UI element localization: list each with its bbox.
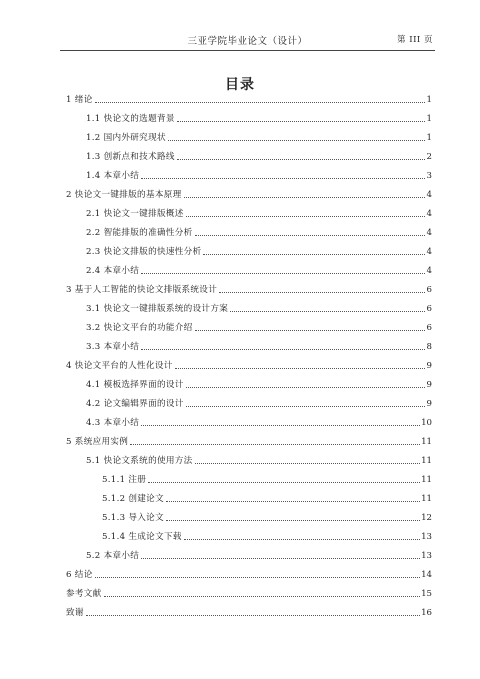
toc-entry-label: 2 快论文一键排版的基本原理 [66,190,182,200]
toc-entry[interactable] [102,472,432,486]
toc-leader-dots [104,595,420,597]
toc-entry-page: 15 [421,589,432,599]
toc-entry-page: 2 [426,152,432,162]
toc-entry-page: 9 [426,399,432,409]
toc-entry-label: 1.3 创新点和技术路线 [86,152,175,162]
toc-entry-page: 1 [426,133,432,143]
toc-entry-page: 11 [421,456,432,466]
toc-entry[interactable] [66,92,432,106]
toc-entry[interactable] [66,187,432,201]
toc-entry[interactable] [86,130,432,144]
toc-entry-page: 4 [426,209,432,219]
toc-leader-dots [95,576,420,578]
toc-leader-dots [141,424,420,426]
toc-entry-page: 10 [421,418,432,428]
toc-entry[interactable] [86,396,432,410]
toc-leader-dots [177,120,425,122]
header-page-number: 第 III 页 [397,35,433,45]
page-header [60,30,435,51]
header-title: 三亚学院毕业论文（设计） [187,36,308,47]
toc-entry[interactable] [86,339,432,353]
toc-entry-label: 1.2 国内外研究现状 [86,133,166,143]
toc-entry[interactable] [102,491,432,505]
toc-entry-label: 2.2 智能排版的准确性分析 [86,228,193,238]
toc-leader-dots [186,386,425,388]
toc-entry-label: 4 快论文平台的人性化设计 [66,361,173,371]
toc-leader-dots [195,234,425,236]
toc-entry[interactable] [86,149,432,163]
toc-leader-dots [141,177,425,179]
toc-entry-label: 3 基于人工智能的快论文排版系统设计 [66,285,218,295]
toc-entry-label: 5 系统应用实例 [66,437,129,447]
toc-leader-dots [141,557,420,559]
toc-entry[interactable] [66,586,432,600]
toc-entry-page: 4 [426,190,432,200]
toc-leader-dots [166,519,420,521]
toc-entry-page: 9 [426,361,432,371]
toc-entry-page: 11 [421,475,432,485]
toc-entry-label: 5.2 本章小结 [86,551,140,561]
toc-entry-page: 4 [426,266,432,276]
toc-entry-label: 5.1.2 创建论文 [102,494,164,504]
toc-entry-label: 3.3 本章小结 [86,342,140,352]
toc-entry-page: 6 [426,304,432,314]
toc-entry-label: 3.1 快论文一键排版系统的设计方案 [86,304,229,314]
toc-entry-label: 致谢 [66,608,84,618]
toc-entry-page: 3 [426,171,432,181]
toc-leader-dots [219,291,425,293]
toc-entry-page: 11 [421,494,432,504]
toc-entry[interactable] [66,567,432,581]
toc-entry[interactable] [86,244,432,258]
toc-entry[interactable] [66,605,432,619]
toc-entry-page: 9 [426,380,432,390]
toc-entry-label: 5.1.1 注册 [102,475,147,485]
toc-leader-dots [203,253,425,255]
toc-entry-label: 6 结论 [66,570,93,580]
toc-entry[interactable] [86,225,432,239]
toc-leader-dots [168,139,425,141]
toc-title: 目录 [225,77,255,93]
toc-entry[interactable] [86,453,432,467]
toc-entry-page: 4 [426,247,432,257]
toc-entry[interactable] [86,263,432,277]
toc-leader-dots [177,158,425,160]
toc-leader-dots [130,443,420,445]
toc-entry-label: 2.4 本章小结 [86,266,140,276]
toc-entry-page: 12 [421,513,432,523]
toc-leader-dots [184,538,420,540]
toc-leader-dots [166,500,420,502]
toc-leader-dots [184,196,425,198]
toc-leader-dots [195,329,425,331]
toc-entry[interactable] [86,168,432,182]
toc-leader-dots [230,310,425,312]
toc-entry[interactable] [86,206,432,220]
toc-entry-label: 5.1 快论文系统的使用方法 [86,456,193,466]
toc-entry-label: 4.2 论文编辑界面的设计 [86,399,184,409]
toc-entry[interactable] [86,111,432,125]
toc-entry[interactable] [86,320,432,334]
toc-leader-dots [186,405,425,407]
toc-entry-label: 4.1 模板选择界面的设计 [86,380,184,390]
toc-leader-dots [95,101,425,103]
toc-leader-dots [195,462,421,464]
toc-leader-dots [186,215,425,217]
toc-entry-page: 13 [421,532,432,542]
toc-entry-page: 4 [426,228,432,238]
toc-entry[interactable] [86,377,432,391]
toc-entry[interactable] [86,301,432,315]
toc-leader-dots [141,272,425,274]
toc-entry-label: 5.1.4 生成论文下载 [102,532,182,542]
toc-entry-label: 参考文献 [66,589,102,599]
toc-entry-page: 16 [421,608,432,618]
toc-entry-label: 2.3 快论文排版的快速性分析 [86,247,202,257]
toc-entry-page: 1 [426,114,432,124]
toc-entry[interactable] [86,415,432,429]
toc-entry[interactable] [66,358,432,372]
toc-entry[interactable] [66,434,432,448]
toc-entry-label: 2.1 快论文一键排版概述 [86,209,184,219]
toc-entry-label: 5.1.3 导入论文 [102,513,164,523]
toc-leader-dots [141,348,425,350]
toc-entry[interactable] [102,529,432,543]
toc-entry-label: 3.2 快论文平台的功能介绍 [86,323,193,333]
toc-leader-dots [148,481,420,483]
toc-leader-dots [86,614,420,616]
toc-entry-label: 4.3 本章小结 [86,418,140,428]
toc-entry-page: 6 [426,285,432,295]
toc-entry-label: 1 绪论 [66,95,93,105]
toc-entry[interactable] [102,510,432,524]
toc-entry-page: 11 [421,437,432,447]
toc-entry-page: 13 [421,551,432,561]
toc-entry-label: 1.4 本章小结 [86,171,140,181]
toc-entry-page: 6 [426,323,432,333]
toc-entry-page: 14 [421,570,432,580]
toc-leader-dots [175,367,425,369]
toc-entry[interactable] [66,282,432,296]
toc-entry-label: 1.1 快论文的选题背景 [86,114,175,124]
toc-entry[interactable] [86,548,432,562]
toc-entry-page: 8 [426,342,432,352]
toc-entry-page: 1 [426,95,432,105]
